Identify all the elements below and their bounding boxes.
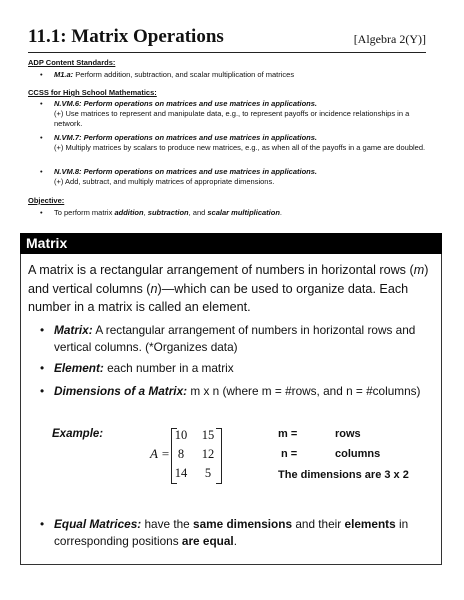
std-sub: (+) Use matrices to represent and manipulate data, e.g., to represent payoffs or incidence relationships in a network. (54, 109, 410, 128)
dimensions-statement: The dimensions are 3 x 2 (278, 469, 409, 481)
bullet-icon: • (40, 133, 43, 142)
intro-text: A matrix is a rectangular arrangement of numbers in horizontal rows ( (28, 263, 414, 277)
bullet-matrix (40, 322, 436, 356)
intro-var: n (150, 281, 158, 296)
bullet-equal-matrices (40, 516, 436, 550)
bullet-icon: • (40, 384, 45, 398)
std-code: M1.a: (54, 70, 74, 79)
section-title-bar: Matrix (20, 233, 442, 254)
std-sub: (+) Multiply matrices by scalars to produce new matrices, e.g., as when all of the payoffs in a game are doubled. (54, 143, 426, 152)
course-label: [Algebra 2(Y)] (353, 32, 426, 46)
bullet-term: Dimensions of a Matrix: (54, 384, 188, 398)
adp-item (40, 70, 428, 80)
matrix-cell: 15 (201, 428, 215, 442)
matrix-cell: 8 (177, 447, 185, 461)
ccss-item-2 (40, 133, 428, 153)
bullet-text: have the (141, 517, 194, 531)
bullet-icon: • (40, 361, 45, 375)
std-code: N.VM.7: (54, 133, 82, 142)
std-text: Perform addition, subtraction, and scalar multiplication of matrices (73, 70, 295, 79)
bullet-term: Element: (54, 361, 104, 375)
intro-var: m (413, 263, 425, 277)
std-text: Perform operations on matrices and use matrices in applications. (81, 99, 318, 108)
title-row (28, 26, 426, 53)
m-value: rows (335, 428, 361, 440)
std-code: N.VM.8: (54, 167, 82, 176)
ccss-item-3 (40, 167, 428, 187)
bullet-icon: • (40, 208, 43, 217)
matrix-cell: 5 (204, 466, 212, 480)
objective-sep: , (143, 208, 148, 217)
bullet-text: A rectangular arrangement of numbers in horizontal rows and vertical columns. (*Organizes data) (54, 323, 416, 354)
objective-term: scalar multiplication (207, 208, 280, 217)
bullet-text: and their (292, 517, 345, 531)
ccss-heading: CCSS for High School Mathematics: (28, 88, 157, 97)
example-label: Example: (52, 428, 104, 440)
bullet-icon: • (40, 323, 45, 337)
objective-sep: , and (188, 208, 208, 217)
matrix-cell: 14 (174, 466, 188, 480)
objective-text: To perform matrix (54, 208, 115, 217)
bullet-icon: • (40, 99, 43, 108)
bullet-strong: same dimensions (193, 517, 293, 531)
bullet-term: Equal Matrices: (54, 517, 142, 531)
objective-term: addition (114, 208, 144, 217)
intro-text: )—which can be used to organize data. Each number in a matrix is called an element. (28, 281, 409, 314)
bullet-text: each number in a matrix (103, 361, 234, 375)
objective-end: . (279, 208, 283, 217)
ccss-item-1 (40, 99, 428, 129)
std-text: Perform operations on matrices and use matrices in applications. (81, 133, 318, 142)
intro-text: ) and vertical columns ( (28, 263, 429, 296)
bullet-text: in corresponding positions (54, 517, 409, 548)
matrix-name: A = (150, 446, 170, 461)
page-title: 11.1: Matrix Operations (28, 26, 224, 47)
intro-paragraph (28, 261, 434, 317)
matrix-cell: 10 (174, 428, 188, 442)
std-text: Perform operations on matrices and use matrices in applications. (81, 167, 318, 176)
adp-heading: ADP Content Standards: (28, 58, 116, 67)
objective-item (40, 208, 428, 218)
bullet-text: . (233, 534, 237, 548)
objective-heading: Objective: (28, 196, 65, 205)
objective-term: subtraction (147, 208, 189, 217)
matrix-cell: 12 (201, 447, 215, 461)
std-sub: (+) Add, subtract, and multiply matrices of appropriate dimensions. (54, 177, 275, 186)
m-label: m = (278, 428, 298, 440)
bullet-icon: • (40, 517, 45, 531)
bullet-dimensions (40, 383, 436, 400)
std-code: N.VM.6: (54, 99, 82, 108)
bullet-strong: elements (344, 517, 396, 531)
n-value: columns (335, 448, 381, 460)
bullet-text: m x n (where m = #rows, and n = #columns) (187, 384, 421, 398)
n-label: n = (281, 448, 298, 460)
bullet-element (40, 360, 436, 377)
bullet-strong: are equal (181, 534, 234, 548)
bullet-term: Matrix: (54, 323, 93, 337)
bullet-icon: • (40, 167, 43, 176)
bullet-icon: • (40, 70, 43, 79)
